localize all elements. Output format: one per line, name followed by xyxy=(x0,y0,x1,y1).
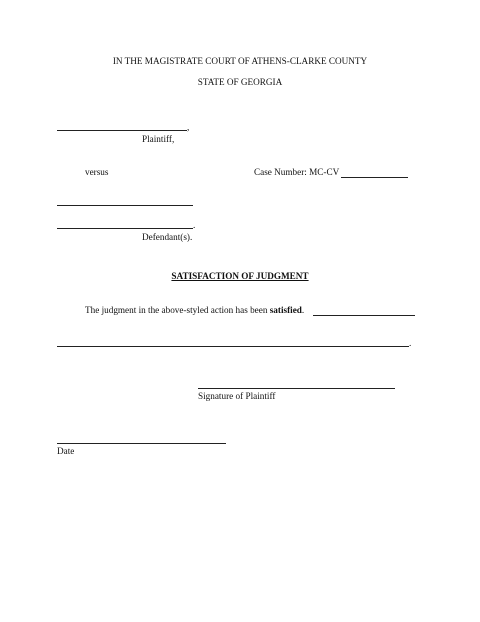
plaintiff-name-line xyxy=(57,130,187,131)
statement-prefix: The judgment in the above-styled action has been xyxy=(85,305,268,315)
date-line xyxy=(57,443,226,444)
plaintiff-label: Plaintiff, xyxy=(142,134,175,144)
case-number-label: Case Number: MC-CV xyxy=(254,167,340,177)
plaintiff-comma: , xyxy=(187,122,190,132)
date-label: Date xyxy=(57,446,75,456)
defendant-name-line-1 xyxy=(57,205,193,206)
document-title: SATISFACTION OF JUDGMENT xyxy=(171,271,309,281)
statement-satisfied: satisfied xyxy=(269,305,302,315)
case-number-line xyxy=(341,177,408,178)
defendant-name-line-2 xyxy=(57,228,193,229)
statement-blank-line xyxy=(313,315,415,316)
versus-label: versus xyxy=(85,167,109,177)
state-heading: STATE OF GEORGIA xyxy=(197,77,283,87)
judgment-statement xyxy=(85,306,304,315)
statement-suffix: . xyxy=(301,305,305,315)
statement-continuation-line xyxy=(57,346,409,347)
statement-end-period: . xyxy=(409,338,412,348)
signature-label: Signature of Plaintiff xyxy=(198,391,276,401)
signature-line xyxy=(198,388,395,389)
court-heading: IN THE MAGISTRATE COURT OF ATHENS-CLARKE COUNTY xyxy=(112,56,368,66)
defendant-period: . xyxy=(193,220,196,230)
defendant-label: Defendant(s). xyxy=(142,232,193,242)
